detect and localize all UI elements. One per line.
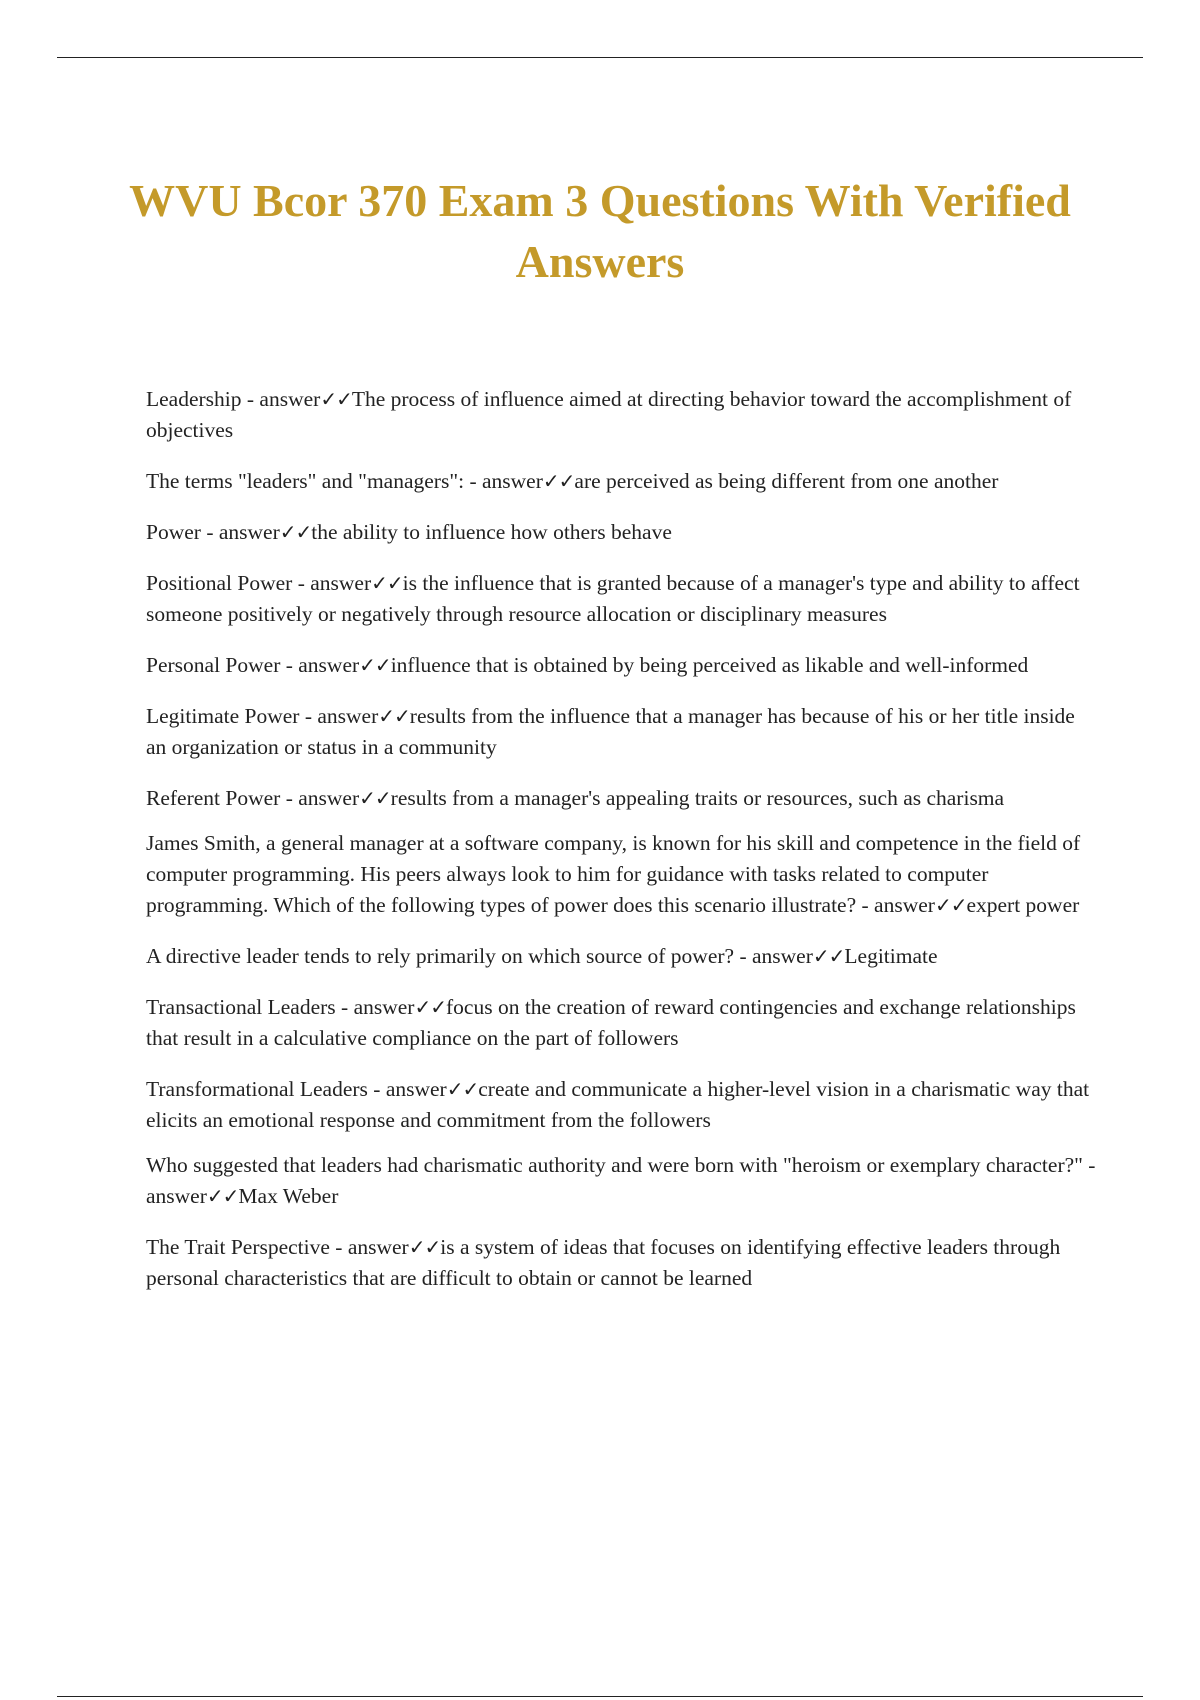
qa-item [146,568,1096,630]
answer-label: - answer [146,1153,1096,1208]
answer-label: - answer [335,1235,409,1259]
question-text: Referent Power [146,786,281,810]
answer-text: expert power [966,893,1080,917]
qa-item [146,466,1096,497]
answer-label: - answer [285,786,360,810]
qa-item [146,384,1096,446]
document-title: WVU Bcor 370 Exam 3 Questions With Verified Answers [129,175,1071,287]
double-check-icon: ✓✓ [408,1235,441,1259]
answer-text: create and communicate a higher-level vision in a charismatic way that elicits an emotional response and commitment from the followers [146,1077,1090,1132]
double-check-icon: ✓✓ [446,1077,479,1101]
qa-item [146,1232,1096,1294]
question-text: Legitimate Power [146,704,300,728]
qa-item [146,992,1096,1054]
question-text: Leadership [146,387,242,411]
double-check-icon: ✓✓ [320,387,352,411]
answer-text: The process of influence aimed at directing behavior toward the accomplishment of objectives [146,387,1072,442]
answer-label: - answer [861,893,935,917]
answer-label: - answer [469,469,543,493]
answer-text: Legitimate [844,944,938,968]
double-check-icon: ✓✓ [279,520,312,544]
answer-label: - answer [373,1077,447,1101]
answer-text: the ability to influence how others behave [311,520,672,544]
double-check-icon: ✓✓ [359,653,391,677]
qa-item [146,650,1096,681]
double-check-icon: ✓✓ [812,944,845,968]
answer-label: - answer [739,944,813,968]
qa-item [146,828,1096,921]
question-text: Transactional Leaders [146,995,336,1019]
double-check-icon: ✓✓ [359,786,391,810]
answer-label: - answer [206,520,280,544]
qa-item [146,783,1096,814]
question-text: Personal Power [146,653,281,677]
double-check-icon: ✓✓ [542,469,575,493]
qa-item [146,701,1096,763]
answer-label: - answer [246,387,321,411]
answer-text: is a system of ideas that focuses on identifying effective leaders through personal characteristics that are difficult to obtain or cannot be learned [146,1235,1061,1290]
top-rule [57,57,1143,58]
double-check-icon: ✓✓ [206,1184,239,1208]
answer-text: results from the influence that a manager has because of his or her title inside an organization or status in a community [146,704,1075,759]
answer-label: - answer [341,995,415,1019]
answer-label: - answer [285,653,360,677]
qa-item [146,517,1096,548]
answer-text: results from a manager's appealing traits or resources, such as charisma [390,786,1005,810]
answer-text: influence that is obtained by being perceived as likable and well-informed [390,653,1029,677]
question-text: Power [146,520,201,544]
qa-item [146,1074,1096,1136]
double-check-icon: ✓✓ [934,893,967,917]
bottom-rule [57,1696,1143,1697]
question-text: The Trait Perspective [146,1235,330,1259]
double-check-icon: ✓✓ [414,995,446,1019]
question-text: A directive leader tends to rely primarily on which source of power? [146,944,735,968]
answer-text: are perceived as being different from one another [574,469,999,493]
question-text: James Smith, a general manager at a software company, is known for his skill and competence in the field of computer programming. His peers always look to him for guidance with tasks related to computer programming. Which of the following types of power does this scenario illustrate? [146,831,1081,917]
qa-item [146,1150,1096,1212]
question-text: Transformational Leaders [146,1077,368,1101]
double-check-icon: ✓✓ [371,571,403,595]
answer-text: focus on the creation of reward contingencies and exchange relationships that result in a calculative compliance on the part of followers [146,995,1076,1050]
answer-text: Max Weber [238,1184,339,1208]
double-check-icon: ✓✓ [378,704,410,728]
answer-label: - answer [297,571,372,595]
answer-text: is the influence that is granted because of a manager's type and ability to affect someone positively or negatively through resource allocation or disciplinary measures [146,571,1080,626]
answer-label: - answer [304,704,379,728]
question-text: Positional Power [146,571,293,595]
question-text: Who suggested that leaders had charismatic authority and were born with "heroism or exemplary character?" [146,1153,1083,1177]
qa-list [146,384,1096,1314]
question-text: The terms "leaders" and "managers": [146,469,465,493]
qa-item [146,941,1096,972]
